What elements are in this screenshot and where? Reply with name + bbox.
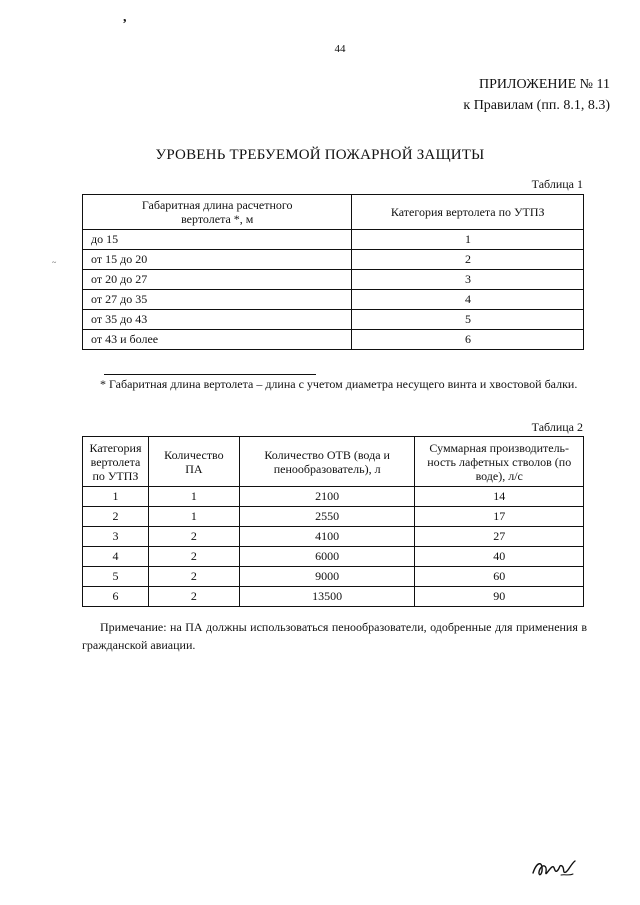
- table-row: [83, 230, 584, 250]
- table-cell: 6: [83, 587, 149, 607]
- table-row: [83, 290, 584, 310]
- table-cell: 1: [148, 487, 239, 507]
- table-cell: 2: [148, 567, 239, 587]
- fire-protection-requirements-table: [82, 436, 584, 607]
- table-cell: 6000: [239, 547, 415, 567]
- table-cell: 27: [415, 527, 584, 547]
- table-row: [83, 310, 584, 330]
- table-row: [83, 547, 584, 567]
- scan-mark: ~: [52, 258, 57, 267]
- appendix-title: ПРИЛОЖЕНИЕ № 11: [479, 77, 610, 92]
- table-cell: 2: [83, 507, 149, 527]
- table-header-row: [83, 437, 584, 487]
- scan-mark: ,: [123, 10, 127, 25]
- table-cell: 2: [352, 250, 584, 270]
- table-row: [83, 250, 584, 270]
- table1-label: Таблица 1: [531, 177, 583, 191]
- table-row: [83, 487, 584, 507]
- table2-label: Таблица 2: [531, 420, 583, 434]
- table-cell: 1: [83, 487, 149, 507]
- table-row: [83, 527, 584, 547]
- table-cell: от 43 и более: [83, 330, 352, 350]
- table-cell: 17: [415, 507, 584, 527]
- table-cell: 4: [83, 547, 149, 567]
- footnote: * Габаритная длина вертолета – длина с учетом диаметра несущего винта и хвостовой балки.: [100, 377, 578, 391]
- table-cell: 3: [83, 527, 149, 547]
- table-cell: 60: [415, 567, 584, 587]
- table-header-row: [83, 195, 584, 230]
- table-row: [83, 507, 584, 527]
- appendix-subtitle: к Правилам (пп. 8.1, 8.3): [463, 98, 610, 113]
- appendix-header: [463, 74, 610, 116]
- table-header-cell: Категория вертолета по УТПЗ: [352, 195, 584, 230]
- table-cell: 2: [148, 527, 239, 547]
- table-cell: 2550: [239, 507, 415, 527]
- helicopter-length-category-table: [82, 194, 584, 350]
- table-cell: 4100: [239, 527, 415, 547]
- table-cell: 1: [148, 507, 239, 527]
- table-cell: 13500: [239, 587, 415, 607]
- note: Примечание: на ПА должны использоваться пенообразователи, одобренные для применения в гражданской авиации.: [82, 620, 587, 652]
- table-cell: 3: [352, 270, 584, 290]
- table-cell: 4: [352, 290, 584, 310]
- table-cell: от 35 до 43: [83, 310, 352, 330]
- table-cell: 14: [415, 487, 584, 507]
- table-row: [83, 270, 584, 290]
- table-cell: от 20 до 27: [83, 270, 352, 290]
- table-row: [83, 587, 584, 607]
- table-row: [83, 330, 584, 350]
- table-cell: 9000: [239, 567, 415, 587]
- table-header-cell: Количество ПА: [148, 437, 239, 487]
- document-title: УРОВЕНЬ ТРЕБУЕМОЙ ПОЖАРНОЙ ЗАЩИТЫ: [155, 147, 485, 163]
- table-cell: 6: [352, 330, 584, 350]
- table-cell: 2: [148, 587, 239, 607]
- table-cell: 40: [415, 547, 584, 567]
- table-cell: 5: [83, 567, 149, 587]
- table-cell: до 15: [83, 230, 352, 250]
- table-cell: от 27 до 35: [83, 290, 352, 310]
- table-cell: 90: [415, 587, 584, 607]
- page-number: 44: [334, 43, 346, 55]
- table-cell: от 15 до 20: [83, 250, 352, 270]
- table-header-cell: Суммарная производитель-ность лафетных стволов (по воде), л/с: [415, 437, 584, 487]
- table-cell: 2100: [239, 487, 415, 507]
- table-cell: 1: [352, 230, 584, 250]
- signature-icon: [531, 855, 579, 881]
- table-row: [83, 567, 584, 587]
- table-header-cell: Категория вертолета по УТПЗ: [83, 437, 149, 487]
- table-cell: 5: [352, 310, 584, 330]
- table-cell: 2: [148, 547, 239, 567]
- table-header-cell: Количество ОТВ (вода и пенообразователь), л: [239, 437, 415, 487]
- table-header-cell: Габаритная длина расчетного вертолета *, м: [83, 195, 352, 230]
